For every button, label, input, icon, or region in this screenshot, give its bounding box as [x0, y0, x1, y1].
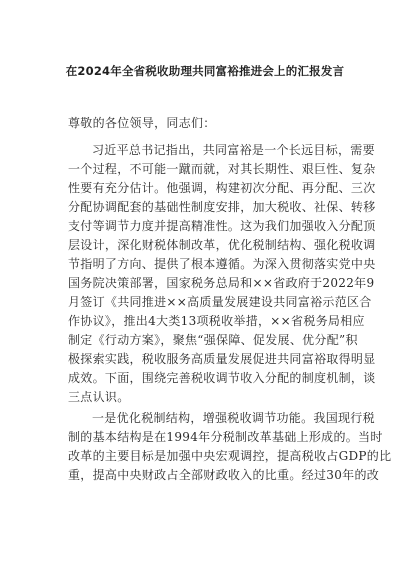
paragraph-line: 性要有充分估计。他强调，构建初次分配、再分配、三次	[68, 181, 376, 195]
paragraph-line: 支付等调节力度并提高精准性。这为我们加强收入分配顶	[68, 219, 376, 233]
paragraph-line: 一个过程，不可能一蹴而就，对其长期性、艰巨性、复杂	[68, 162, 376, 176]
paragraph-line: 国务院决策部署，国家税务总局和××省政府于2022年9	[68, 276, 375, 290]
paragraph-line: 月签订《共同推进××高质量发展建设共同富裕示范区合	[68, 295, 372, 309]
paragraph-line: 成效。下面，围绕完善税收调节收入分配的制度机制，谈	[68, 371, 376, 385]
paragraph-2	[68, 409, 392, 485]
paragraph-line: 三点认识。	[68, 390, 130, 404]
paragraph-line: 重，提高中央财政占全部财政收入的比重。经过30年的改	[68, 468, 380, 482]
paragraph-line: 改革的主要目标是加强中央宏观调控，提高税收占GDP的比	[68, 449, 392, 463]
paragraph-line: 一是优化税制结构，增强税收调节功能。我国现行税	[92, 411, 375, 425]
paragraph-line: 制定《行动方案》，聚焦“强保障、促发展、优分配”积	[68, 333, 358, 347]
paragraph-line: 习近平总书记指出，共同富裕是一个长远目标，需要	[92, 143, 375, 157]
paragraph-line: 层设计，深化财税体制改革，优化税制结构、强化税收调	[68, 238, 376, 252]
salutation: 尊敬的各位领导，同志们：	[68, 116, 216, 130]
paragraph-line: 制的基本结构是在1994年分税制改革基础上形成的。当时	[68, 430, 383, 444]
document-title: 在2024年全省税收助理共同富裕推进会上的汇报发言	[65, 64, 345, 78]
paragraph-line: 节指明了方向、提供了根本遵循。为深入贯彻落实党中央	[68, 257, 376, 271]
paragraph-line: 作协议》，推出4大类13项税收举措，××省税务局相应	[68, 314, 365, 328]
paragraph-line: 极探索实践，税收服务高质量发展促进共同富裕取得明显	[68, 352, 376, 366]
document-body	[68, 114, 392, 485]
paragraph-line: 分配协调配套的基础性制度安排，加大税收、社保、转移	[68, 200, 376, 214]
paragraph-1	[68, 141, 376, 407]
